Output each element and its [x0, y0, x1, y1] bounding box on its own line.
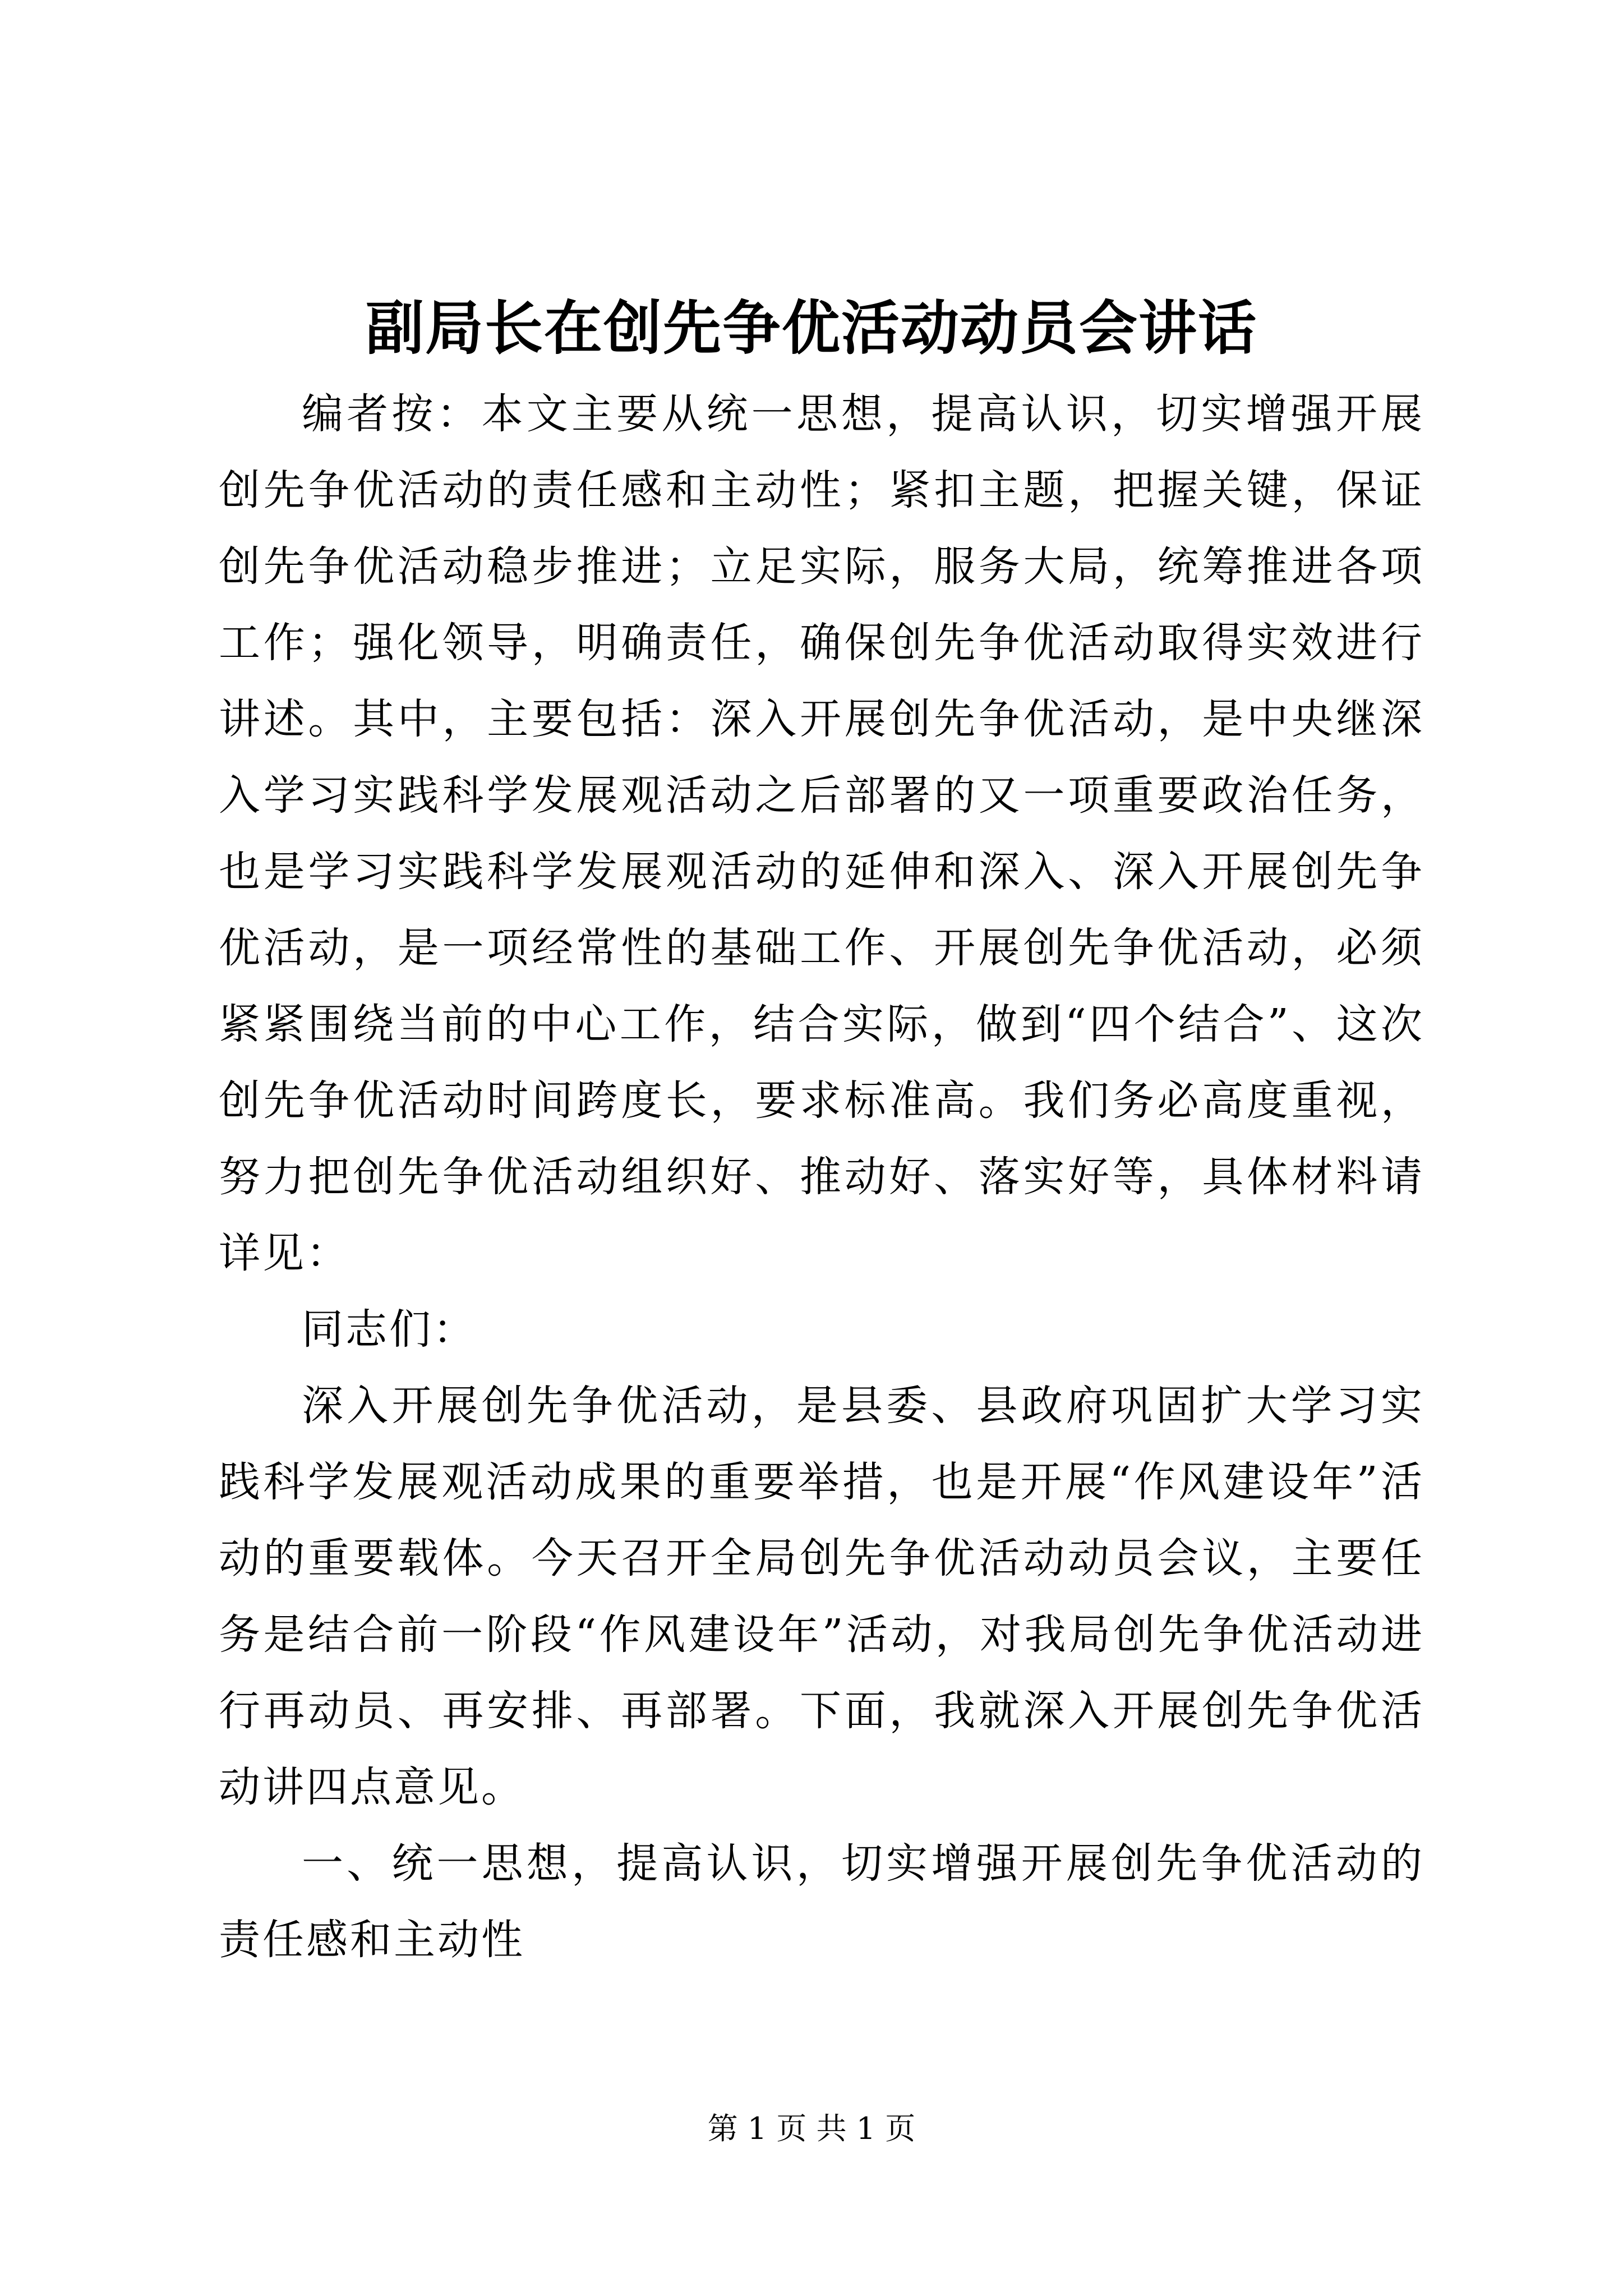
body-paragraph: 深入开展创先争优活动，是县委、县政府巩固扩大学习实践科学发展观活动成果的重要举措，也是开展“作风建设年”活动的重要载体。今天召开全局创先争优活动动员会议，主要任务是结合前一阶段“作风建设年”活动，对我局创先争优活动进行再动员、再安排、再部署。下面，我就深入开展创先争优活动讲四点意见。 [219, 1382, 1424, 1811]
document-body [219, 376, 1424, 1978]
editor-note-paragraph: 编者按：本文主要从统一思想，提高认识，切实增强开展创先争优活动的责任感和主动性；紧扣主题，把握关键，保证创先争优活动稳步推进；立足实际，服务大局，统筹推进各项工作；强化领导，明确责任，确保创先争优活动取得实效进行讲述。其中，主要包括：深入开展创先争优活动，是中央继深入学习实践科学发展观活动之后部署的又一项重要政治任务，也是学习实践科学发展观活动的延伸和深入、深入开展创先争优活动，是一项经常性的基础工作、开展创先争优活动，必须紧紧围绕当前的中心工作，结合实际，做到“四个结合”、这次创先争优活动时间跨度长，要求标准高。我们务必高度重视，努力把创先争优活动组织好、推动好、落实好等，具体材料请详见： [219, 390, 1424, 1277]
page-footer: 第 1 页 共 1 页 [707, 2111, 916, 2146]
salutation-paragraph: 同志们： [302, 1305, 477, 1354]
document-title: 副局长在创先争优活动动员会讲话 [365, 293, 1257, 362]
section-heading-paragraph: 一、统一思想，提高认识，切实增强开展创先争优活动的责任感和主动性 [219, 1839, 1424, 1964]
